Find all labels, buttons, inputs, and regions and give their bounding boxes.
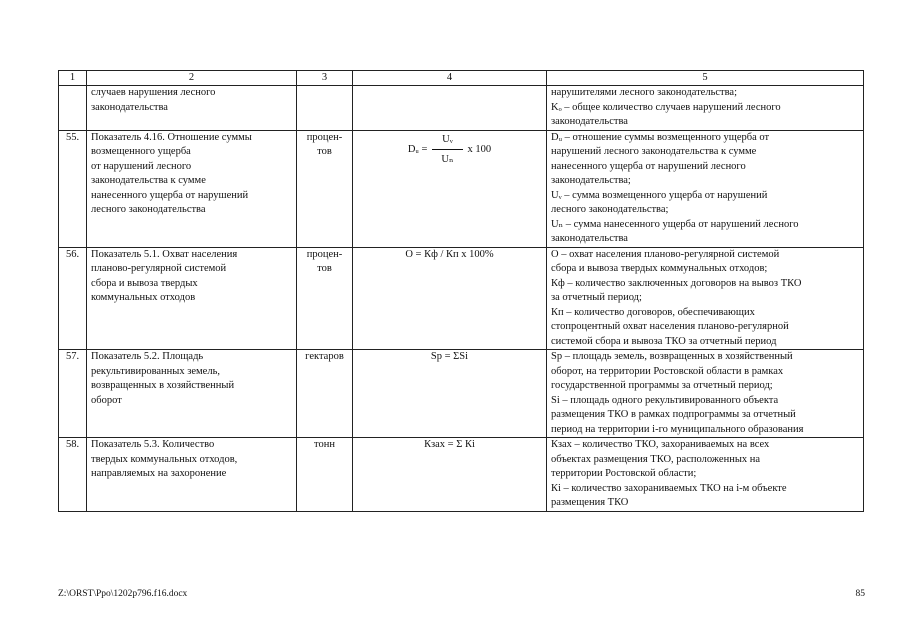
cell-line: период на территории i-го муниципального образования: [551, 423, 804, 435]
row-number: [59, 86, 87, 131]
indicator-name-cell: [87, 247, 297, 350]
cell-line: О – охват населения планово-регулярной системой: [551, 248, 780, 260]
indicator-table: [58, 70, 864, 512]
description-cell: [547, 86, 864, 131]
header-cell: 5: [547, 71, 864, 86]
cell-line: объектах размещения ТКО, расположенных на: [551, 453, 761, 465]
cell-line: случаев нарушения лесного: [91, 87, 216, 98]
cell-line: сбора и вывоза твердых: [91, 277, 198, 289]
row-number: 55.: [59, 130, 87, 247]
row-number: 58.: [59, 438, 87, 512]
cell-line: Показатель 4.16. Отношение суммы: [91, 131, 252, 143]
description-cell: [547, 130, 864, 247]
fraction-denominator: Uₙ: [441, 154, 454, 165]
table-row: [59, 86, 864, 131]
cell-line: возмещенного ущерба: [91, 146, 191, 157]
fraction-numerator: Uᵥ: [432, 133, 463, 151]
cell-line: Кп – количество договоров, обеспечивающих: [551, 306, 755, 318]
cell-line: Uᵥ – сумма возмещенного ущерба от нарушений: [551, 189, 768, 201]
formula-cell: [353, 130, 547, 247]
indicator-name-cell: [87, 130, 297, 247]
table-row: [59, 438, 864, 512]
cell-line: сбора и вывоза твердых коммунальных отходов;: [551, 263, 768, 274]
cell-line: оборот: [91, 394, 122, 406]
row-number: 56.: [59, 247, 87, 350]
formula-cell: [353, 350, 547, 438]
cell-line: возвращенных в хозяйственный: [91, 380, 235, 391]
cell-line: рекультивированных земель,: [91, 365, 220, 377]
row-number: 57.: [59, 350, 87, 438]
cell-line: за отчетный период;: [551, 292, 642, 303]
cell-line: стопроцентный охват населения планово-регулярной: [551, 321, 789, 332]
table-row: [59, 130, 864, 247]
document-page: [58, 70, 863, 512]
indicator-name-cell: [87, 350, 297, 438]
header-cell: 4: [353, 71, 547, 86]
cell-line: размещения ТКО в рамках подпрограммы за отчетный: [551, 409, 796, 420]
description-cell: [547, 350, 864, 438]
cell-line: тов: [317, 263, 332, 274]
formula-rhs: x 100: [467, 143, 492, 155]
cell-line: лесного законодательства;: [551, 204, 669, 215]
cell-line: Uₙ – сумма нанесенного ущерба от нарушений лесного: [551, 218, 799, 230]
cell-line: законодательства: [551, 116, 628, 127]
cell-line: Кзах – количество ТКО, захораниваемых на всех: [551, 439, 770, 450]
header-cell: 1: [59, 71, 87, 86]
cell-line: Sp – площадь земель, возвращенных в хозяйственный: [551, 351, 793, 362]
unit-cell: [297, 130, 353, 247]
cell-line: законодательства: [91, 101, 168, 113]
cell-line: законодательства к сумме: [91, 175, 206, 186]
formula-cell: [353, 438, 547, 512]
formula-lhs: Dᵤ =: [407, 143, 428, 155]
cell-line: Показатель 5.1. Охват населения: [91, 248, 238, 260]
page-number: 85: [855, 589, 865, 599]
cell-line: нанесенного ущерба от нарушений лесного: [551, 160, 746, 172]
unit-cell: [297, 247, 353, 350]
cell-line: территории Ростовской области;: [551, 468, 697, 479]
cell-line: гектаров: [305, 351, 344, 362]
indicator-name-cell: [87, 438, 297, 512]
formula-cell: [353, 86, 547, 131]
cell-line: нарушений лесного законодательства к сумме: [551, 146, 757, 157]
unit-cell: [297, 86, 353, 131]
cell-line: от нарушений лесного: [91, 160, 192, 172]
table-row: [59, 350, 864, 438]
cell-line: Показатель 5.2. Площадь: [91, 351, 204, 362]
cell-line: Si – площадь одного рекультивированного объекта: [551, 394, 779, 406]
cell-line: нарушителями лесного законодательства;: [551, 87, 738, 98]
formula-text: О = Кф / Кп х 100%: [405, 248, 494, 260]
cell-line: размещения ТКО: [551, 497, 629, 508]
cell-line: процен-: [306, 248, 343, 260]
cell-line: Kₒ – общее количество случаев нарушений лесного: [551, 101, 781, 113]
cell-line: Кф – количество заключенных договоров на вывоз ТКО: [551, 277, 802, 289]
formula-text: Кзах = Σ Кi: [424, 439, 475, 450]
cell-line: коммунальных отходов: [91, 292, 196, 303]
cell-line: тов: [317, 146, 332, 157]
unit-cell: [297, 438, 353, 512]
table-header-row: [59, 71, 864, 86]
header-cell: 2: [87, 71, 297, 86]
cell-line: планово-регулярной системой: [91, 263, 227, 274]
formula-text: Sp = ΣSi: [430, 351, 469, 362]
cell-line: государственной программы за отчетный период;: [551, 380, 773, 391]
cell-line: нанесенного ущерба от нарушений: [91, 189, 249, 201]
fraction-formula: [408, 133, 491, 168]
table-row: [59, 247, 864, 350]
description-cell: [547, 438, 864, 512]
file-path: Z:\ORST\Ppo\1202p796.f16.docx: [58, 589, 188, 599]
header-cell: 3: [297, 71, 353, 86]
cell-line: направляемых на захоронение: [91, 468, 227, 479]
cell-line: тонн: [314, 439, 335, 450]
cell-line: процен-: [306, 131, 343, 143]
cell-line: Кi – количество захораниваемых ТКО на i-м объекте: [551, 482, 787, 494]
description-cell: [547, 247, 864, 350]
cell-line: Dᵤ – отношение суммы возмещенного ущерба от: [551, 131, 770, 143]
formula-cell: [353, 247, 547, 350]
fraction: [431, 133, 463, 168]
cell-line: системой сбора и вывоза ТКО за отчетный период: [551, 335, 777, 347]
cell-line: твердых коммунальных отходов,: [91, 453, 238, 465]
indicator-name-cell: [87, 86, 297, 131]
cell-line: законодательства: [551, 233, 628, 244]
cell-line: Показатель 5.3. Количество: [91, 439, 215, 450]
unit-cell: [297, 350, 353, 438]
cell-line: лесного законодательства: [91, 204, 206, 215]
cell-line: законодательства;: [551, 175, 631, 186]
cell-line: оборот, на территории Ростовской области в рамках: [551, 365, 784, 377]
